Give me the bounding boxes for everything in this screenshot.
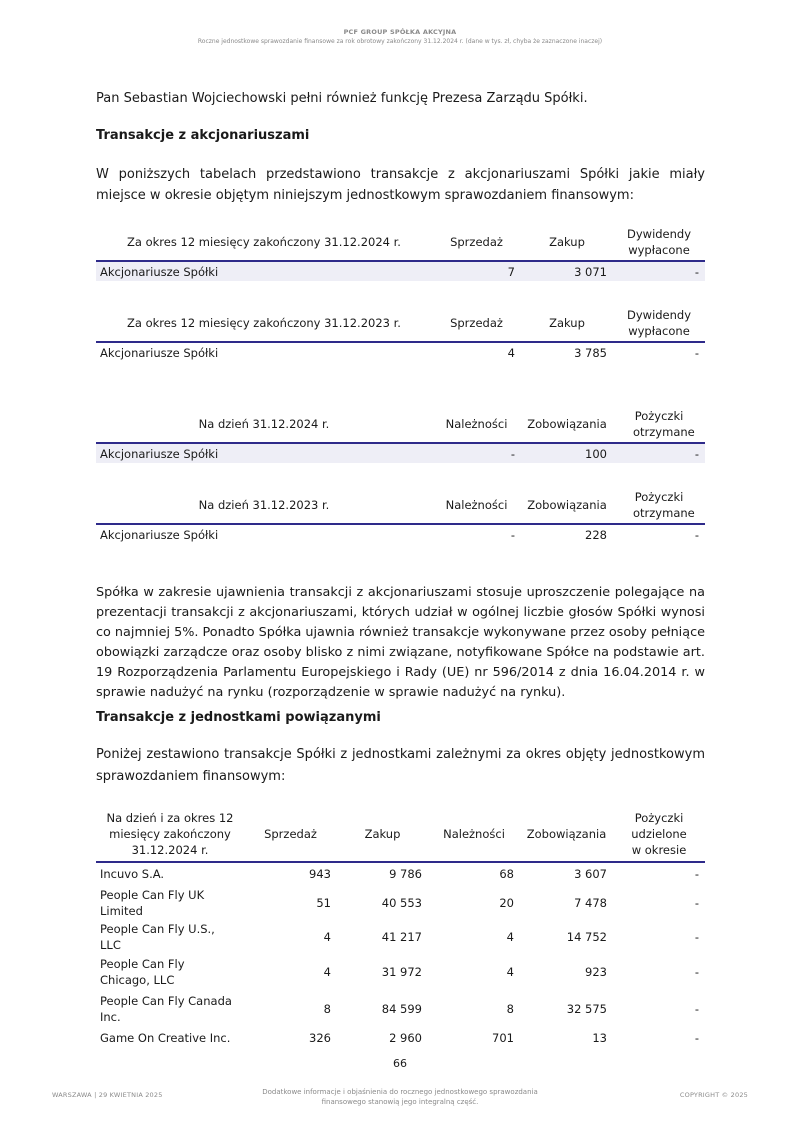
table-cell: 84 599 [381, 1001, 422, 1016]
table-row [96, 884, 705, 921]
column-header: Za okres 12 miesięcy zakończony 31.12.2023 r. [96, 305, 432, 342]
table-cell: 20 [499, 895, 514, 910]
table-cell: People Can Fly Canada Inc. [100, 993, 232, 1024]
table-row [96, 342, 705, 362]
section-heading-related-parties: Transakcje z jednostkami powiązanymi [96, 710, 381, 725]
column-header: Zakup [337, 806, 428, 862]
table-cell: Akcjonariusze Spółki [96, 261, 432, 281]
table-cell: 4 [507, 345, 515, 360]
shareholder-transactions-2023-table [96, 305, 705, 362]
table-row [96, 953, 705, 990]
table-cell: 32 575 [566, 1001, 607, 1016]
table-cell: 7 [432, 261, 521, 281]
table-cell: People Can Fly U.S., LLC [100, 922, 215, 952]
table-cell: - [694, 930, 699, 944]
table-cell: 228 [585, 527, 607, 542]
table-cell: Akcjonariusze Spółki [100, 527, 219, 542]
table-cell: 2 960 [389, 1031, 422, 1045]
table-cell: Incuvo S.A. [100, 866, 165, 881]
table-cell: - [694, 1001, 699, 1016]
table-row [96, 862, 705, 884]
table-cell: 14 752 [566, 930, 607, 944]
footer-note: Dodatkowe informacje i objaśnienia do rocznego jednostkowego sprawozdania finansowego stanowią jego integralną część. [262, 1088, 538, 1106]
footer-location-date: WARSZAWA | 29 KWIETNIA 2025 [52, 1091, 163, 1099]
table-cell: - [510, 527, 515, 542]
table-row [96, 443, 705, 463]
table-cell: 31 972 [381, 964, 422, 979]
column-header: Należności [428, 806, 520, 862]
table-cell: 8 [323, 1001, 331, 1016]
table-cell: 923 [585, 964, 607, 979]
report-subtitle: Roczne jednostkowe sprawozdanie finansowe za rok obrotowy zakończony 31.12.2024 r. (dane w tys. zł, chyba że zaznaczone inaczej) [197, 38, 603, 45]
column-header: Dywidendy wypłacone [613, 224, 705, 261]
column-header: Zobowiązania [521, 406, 613, 443]
table-cell: 7 478 [574, 895, 607, 910]
table-cell: - [613, 261, 705, 281]
table-cell: People Can Fly UK Limited [100, 887, 205, 918]
table-row [96, 990, 705, 1027]
table-cell: Game On Creative Inc. [100, 1031, 231, 1045]
table-row [96, 1027, 705, 1049]
table-cell: 13 [592, 1031, 607, 1045]
table-cell: - [694, 527, 699, 542]
company-name: PCF GROUP SPÓŁKA AKCYJNA [343, 28, 457, 36]
table-cell: - [694, 866, 699, 881]
table-cell: 943 [309, 866, 331, 881]
section-heading-shareholders: Transakcje z akcjonariuszami [96, 128, 310, 143]
column-header: Na dzień 31.12.2023 r. [96, 487, 432, 524]
section-paragraph-related-parties: Poniżej zestawiono transakcje Spółki z jednostkami zależnymi za okres objęty jednostkowym sprawozdaniem finansowym: [96, 747, 705, 784]
table-cell: 3 071 [521, 261, 613, 281]
table-cell: 4 [323, 964, 331, 979]
table-row [96, 524, 705, 544]
table-header-row [96, 806, 705, 862]
table-cell: 701 [492, 1031, 514, 1045]
table-header-row [96, 305, 705, 342]
column-header: Na dzień i za okres 12 miesięcy zakończony 31.12.2024 r. [96, 806, 244, 862]
section-paragraph-shareholders: W poniższych tabelach przedstawiono transakcje z akcjonariuszami Spółki jakie miały miejsce w okresie objętym niniejszym jednostkowym sprawozdaniem finansowym: [96, 167, 705, 203]
table-cell: 8 [506, 1001, 514, 1016]
column-header: Zobowiązania [521, 487, 613, 524]
column-header: Pożyczki otrzymane [613, 406, 705, 443]
footer-copyright: COPYRIGHT © 2025 [679, 1091, 748, 1099]
table-cell: Akcjonariusze Spółki [96, 443, 432, 463]
column-header: Zakup [521, 305, 613, 342]
column-header: Należności [432, 406, 521, 443]
table-cell: 4 [506, 930, 514, 944]
column-header: Należności [432, 487, 521, 524]
column-header: Sprzedaż [244, 806, 337, 862]
column-header: Za okres 12 miesięcy zakończony 31.12.2024 r. [96, 224, 432, 261]
table-cell: 326 [309, 1031, 331, 1045]
table-cell: - [694, 1031, 699, 1045]
column-header: Na dzień 31.12.2024 r. [96, 406, 432, 443]
table-header-row [96, 224, 705, 261]
page-number: 66 [393, 1057, 407, 1070]
table-header-row [96, 487, 705, 524]
shareholder-balances-2023-table [96, 487, 705, 544]
table-cell: 4 [506, 964, 514, 979]
table-cell: - [694, 964, 699, 979]
column-header: Sprzedaż [432, 305, 521, 342]
column-header: Zakup [521, 224, 613, 261]
column-header: Dywidendy wypłacone [613, 305, 705, 342]
table-cell: - [613, 443, 705, 463]
column-header: Pożyczki otrzymane [613, 487, 705, 524]
table-cell: 68 [499, 866, 514, 881]
table-cell: People Can Fly Chicago, LLC [100, 956, 185, 987]
table-cell: 3 607 [574, 866, 607, 881]
column-header: Pożyczki udzielone w okresie [613, 806, 705, 862]
table-cell: - [432, 443, 521, 463]
table-cell: 51 [316, 895, 331, 910]
page-header [0, 28, 800, 45]
table-header-row [96, 406, 705, 443]
table-cell: 40 553 [381, 895, 422, 910]
related-party-transactions-table [96, 806, 705, 1049]
table-cell: 3 785 [574, 345, 607, 360]
table-cell: 41 217 [381, 930, 422, 944]
table-cell: - [694, 345, 699, 360]
table-cell: Akcjonariusze Spółki [100, 345, 219, 360]
table-row [96, 261, 705, 281]
table-cell: 4 [323, 930, 331, 944]
intro-text: Pan Sebastian Wojciechowski pełni również funkcję Prezesa Zarządu Spółki. [96, 91, 588, 106]
shareholder-transactions-2024-table [96, 224, 705, 281]
table-cell: - [694, 895, 699, 910]
table-row [96, 921, 705, 953]
table-cell: 100 [521, 443, 613, 463]
table-cell: 9 786 [389, 866, 422, 881]
disclosure-paragraph: Spółka w zakresie ujawnienia transakcji z akcjonariuszami stosuje uproszczenie polegające na prezentacji transakcji z akcjonariuszami, których udział w ogólnej liczbie głosów Spółki wynosi co najmniej 5%. Ponadto Spółka ujawnia również transakcje wykonywane przez osoby pełniące obowiązki zarządcze oraz osoby blisko z nimi związane, notyfikowane Spółce na podstawie art. 19 Rozporządzenia Parlamentu Europejskiego i Rady (UE) nr 596/2014 z dnia 16.04.2014 r. w sprawie nadużyć na rynku (rozporządzenie w sprawie nadużyć na rynku). [96, 585, 705, 700]
column-header: Zobowiązania [520, 806, 613, 862]
column-header: Sprzedaż [432, 224, 521, 261]
shareholder-balances-2024-table [96, 406, 705, 463]
